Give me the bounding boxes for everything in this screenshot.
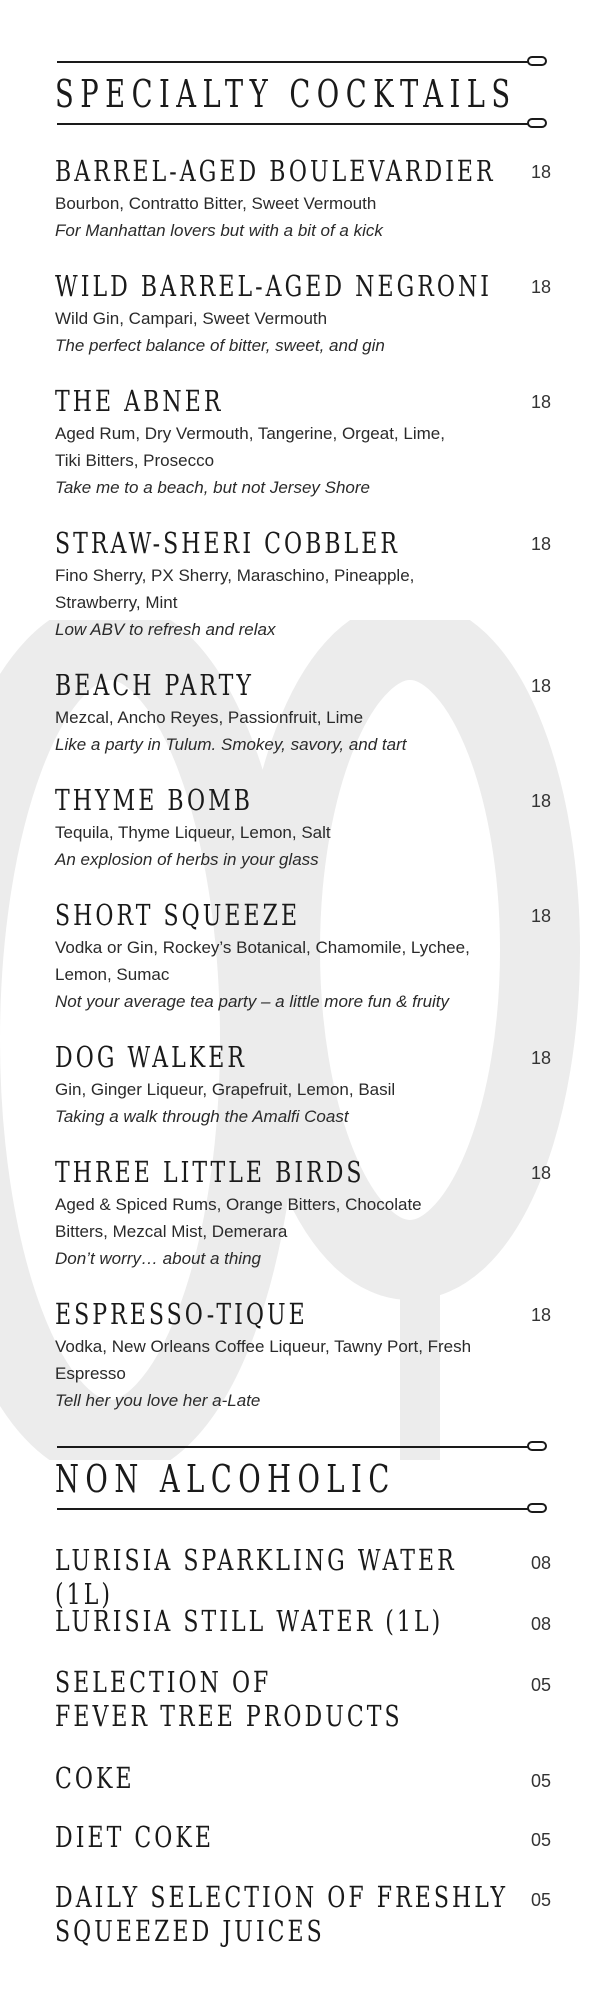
item-price: 18 bbox=[530, 1048, 551, 1068]
item-note: Not your average tea party – a little more fun & fruity bbox=[55, 992, 450, 1011]
specialty-title: SPECIALTY COCKTAILS bbox=[55, 72, 517, 116]
item-note: For Manhattan lovers but with a bit of a kick bbox=[55, 221, 383, 240]
item-description: Vodka, New Orleans Coffee Liqueur, Tawny Port, Fresh Espresso bbox=[55, 1337, 472, 1383]
item-name: DOG WALKER bbox=[55, 1040, 248, 1074]
section-divider bbox=[57, 1439, 549, 1455]
item-price: 08 bbox=[530, 1553, 551, 1573]
item-note: Tell her you love her a-Late bbox=[55, 1391, 261, 1410]
item-price: 18 bbox=[530, 791, 551, 811]
item-name: BARREL-AGED BOULEVARDIER bbox=[55, 154, 496, 188]
item-description: Aged & Spiced Rums, Orange Bitters, Chocolate Bitters, Mezcal Mist, Demerara bbox=[55, 1195, 422, 1241]
non-alcoholic-divider bbox=[57, 1501, 549, 1517]
item-note: Take me to a beach, but not Jersey Shore bbox=[55, 478, 371, 497]
item-note: Don’t worry… about a thing bbox=[55, 1249, 261, 1268]
item-name: COKE bbox=[55, 1761, 135, 1795]
menu-item bbox=[55, 526, 555, 643]
item-name: SHORT SQUEEZE bbox=[55, 898, 301, 932]
menu-item bbox=[55, 668, 555, 758]
item-price: 18 bbox=[530, 1163, 551, 1183]
item-price: 05 bbox=[530, 1890, 551, 1910]
non-alcoholic-title: NON ALCOHOLIC bbox=[55, 1457, 396, 1501]
menu-item bbox=[55, 1543, 555, 1611]
item-description: Vodka or Gin, Rockey’s Botanical, Chamomile, Lychee, Lemon, Sumac bbox=[55, 938, 470, 984]
specialty-divider bbox=[57, 116, 549, 132]
menu-item bbox=[55, 1040, 555, 1130]
item-description: Bourbon, Contratto Bitter, Sweet Vermouth bbox=[55, 194, 377, 213]
item-description: Gin, Ginger Liqueur, Grapefruit, Lemon, Basil bbox=[55, 1080, 396, 1099]
item-name: THE ABNER bbox=[55, 384, 224, 418]
item-name: ESPRESSO-TIQUE bbox=[55, 1297, 308, 1331]
menu-item bbox=[55, 1761, 555, 1795]
item-name: THYME BOMB bbox=[55, 783, 253, 817]
item-name: LURISIA STILL WATER (1L) bbox=[55, 1604, 444, 1638]
item-price: 18 bbox=[530, 534, 551, 554]
item-description: Tequila, Thyme Liqueur, Lemon, Salt bbox=[55, 823, 331, 842]
item-name: DIET COKE bbox=[55, 1820, 215, 1854]
item-note: Taking a walk through the Amalfi Coast bbox=[55, 1107, 349, 1126]
menu-item bbox=[55, 154, 555, 244]
item-price: 18 bbox=[530, 676, 551, 696]
item-name: SELECTION OF FEVER TREE PRODUCTS bbox=[55, 1665, 403, 1733]
item-name: WILD BARREL-AGED NEGRONI bbox=[55, 269, 493, 303]
item-price: 18 bbox=[530, 1305, 551, 1325]
item-price: 18 bbox=[530, 906, 551, 926]
item-price: 08 bbox=[530, 1614, 551, 1634]
item-price: 05 bbox=[530, 1675, 551, 1695]
item-name: STRAW-SHERI COBBLER bbox=[55, 526, 401, 560]
item-price: 18 bbox=[530, 162, 551, 182]
menu-item bbox=[55, 269, 555, 359]
item-name: DAILY SELECTION OF FRESHLY SQUEEZED JUICES bbox=[55, 1880, 509, 1948]
item-name: BEACH PARTY bbox=[55, 668, 254, 702]
item-name: THREE LITTLE BIRDS bbox=[55, 1155, 365, 1189]
item-description: Fino Sherry, PX Sherry, Maraschino, Pineapple, Strawberry, Mint bbox=[55, 566, 415, 612]
menu-item bbox=[55, 384, 555, 501]
item-price: 18 bbox=[530, 277, 551, 297]
menu-item bbox=[55, 1155, 555, 1272]
menu-item bbox=[55, 1880, 555, 1948]
menu-item bbox=[55, 1820, 555, 1854]
item-description: Wild Gin, Campari, Sweet Vermouth bbox=[55, 309, 328, 328]
menu-item bbox=[55, 1604, 555, 1638]
menu-item bbox=[55, 783, 555, 873]
item-note: The perfect balance of bitter, sweet, and gin bbox=[55, 336, 385, 355]
top-divider bbox=[57, 54, 549, 70]
item-price: 05 bbox=[530, 1830, 551, 1850]
item-description: Aged Rum, Dry Vermouth, Tangerine, Orgeat, Lime, Tiki Bitters, Prosecco bbox=[55, 424, 445, 470]
item-note: Like a party in Tulum. Smokey, savory, and tart bbox=[55, 735, 407, 754]
menu-item bbox=[55, 1665, 555, 1733]
item-note: Low ABV to refresh and relax bbox=[55, 620, 276, 639]
item-price: 05 bbox=[530, 1771, 551, 1791]
item-note: An explosion of herbs in your glass bbox=[55, 850, 319, 869]
item-description: Mezcal, Ancho Reyes, Passionfruit, Lime bbox=[55, 708, 364, 727]
item-name: LURISIA SPARKLING WATER (1L) bbox=[55, 1543, 457, 1611]
menu-item bbox=[55, 898, 555, 1015]
item-price: 18 bbox=[530, 392, 551, 412]
menu-item bbox=[55, 1297, 555, 1414]
